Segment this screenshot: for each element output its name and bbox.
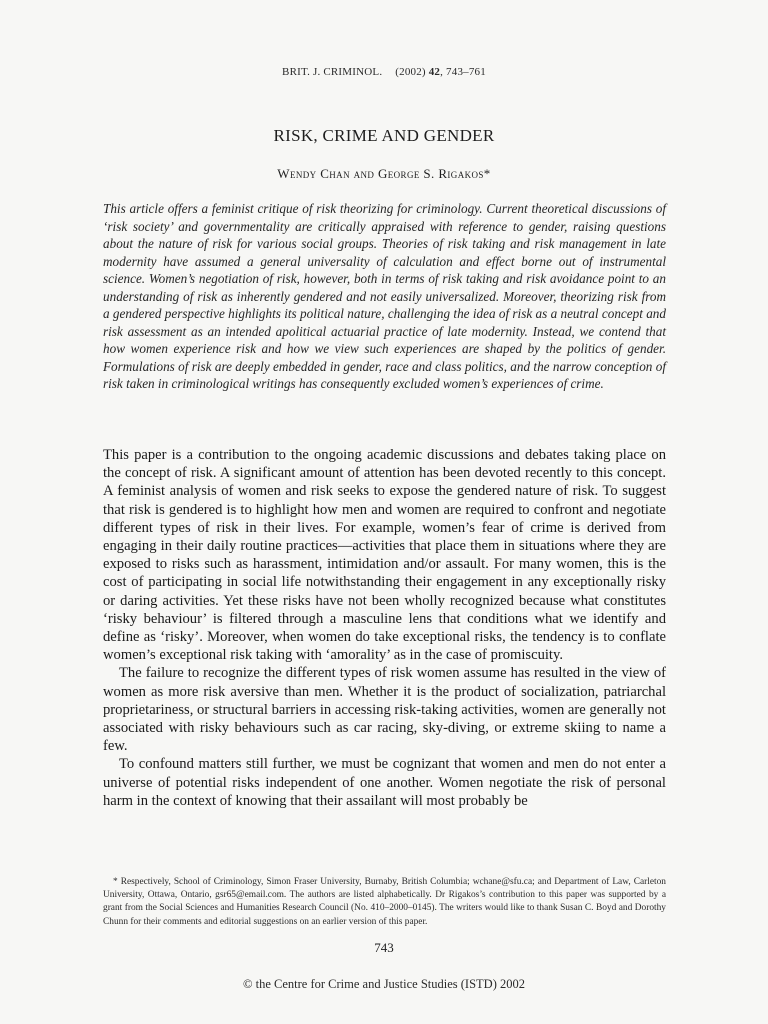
body-paragraph: The failure to recognize the different types of risk women assume has resulted in the view of women as more risk aversive than men. Whether it is the product of socialization, patriarchal proprietariness, or structural barriers in accessing risk-taking activities, women are generally not associated with risky behaviours such as car racing, sky-diving, or extreme skiing to name a few. <box>103 665 666 755</box>
journal-year: (2002) <box>395 66 426 78</box>
journal-volume: 42 <box>428 66 441 78</box>
body-paragraph: This paper is a contribution to the ongoing academic discussions and debates taking place on the concept of risk. A significant amount of attention has been devoted recently to this concept. A feminist analysis of women and risk seeks to expose the gendered nature of risk. To suggest that risk is gendered is to highlight how men and women are required to confront and negotiate different types of risk in their lives. For example, women’s fear of crime is derived from engaging in their daily routine practices—activities that place them in situations where they are exposed to risks such as harassment, intimidation and/or assault. For many women, this is the cost of participating in social life notwithstanding their engagement in any exceptionally risky or daring activities. Yet these risks have not been wholly recognized because what constitutes ‘risky behaviour’ is filtered through a masculine lens that conditions what we identify and define as ‘risky’. Moreover, when women do take exceptional risks, the tendency is to conflate women’s exceptional risk taking with ‘amorality’ as in the case of promiscuity. <box>103 447 666 664</box>
page-number: 743 <box>374 940 394 955</box>
running-header <box>0 66 768 78</box>
article-title: RISK, CRIME AND GENDER <box>273 126 495 145</box>
body-paragraph: To confound matters still further, we must be cognizant that women and men do not enter a universe of potential risks independent of one another. Women negotiate the risk of personal harm in the context of knowing that their assailant will most probably be <box>103 756 666 809</box>
copyright-notice: © the Centre for Crime and Justice Studies (ISTD) 2002 <box>242 977 525 991</box>
author-footnote: * Respectively, School of Criminology, Simon Fraser University, Burnaby, British Columbia; wchane@sfu.ca; and Department of Law, Carleton University, Ottawa, Ontario, gsr65@email.com. The authors are listed alphabetically. Dr Rigakos’s contribution to this paper was supported by a grant from the Social Sciences and Humanities Research Council (No. 410–2000–0145). The writers would like to thank Susan C. Boyd and Dorothy Chunn for their comments and editorial suggestions on an earlier version of this paper. <box>103 877 666 927</box>
journal-name: BRIT. J. CRIMINOL. <box>282 66 383 78</box>
journal-pages: , 743–761 <box>440 66 486 78</box>
abstract: This article offers a feminist critique of risk theorizing for criminology. Current theoretical discussions of ‘risk society’ and governmentality are critically appraised with reference to gender, raising questions about the nature of risk for various social groups. Theories of risk taking and risk management in late modernity have assumed a general universality of calculation and effect borne out of instrumental science. Women’s negotiation of risk, however, both in terms of risk taking and risk avoidance point to an understanding of risk as inherently gendered and not easily universalized. Moreover, theorizing risk from a gendered perspective highlights its political nature, challenging the idea of risk as a neutral concept and risk assessment as an intended apolitical actuarial practice of late modernity. Instead, we contend that how women experience risk and how we view such experiences are shaped by the politics of gender. Formulations of risk are deeply embedded in gender, race and class politics, and the narrow conception of risk taken in criminological writings has consequently excluded women’s experiences of crime. <box>103 201 666 391</box>
body-text <box>103 446 666 810</box>
article-authors: Wendy Chan and George S. Rigakos* <box>277 166 491 181</box>
